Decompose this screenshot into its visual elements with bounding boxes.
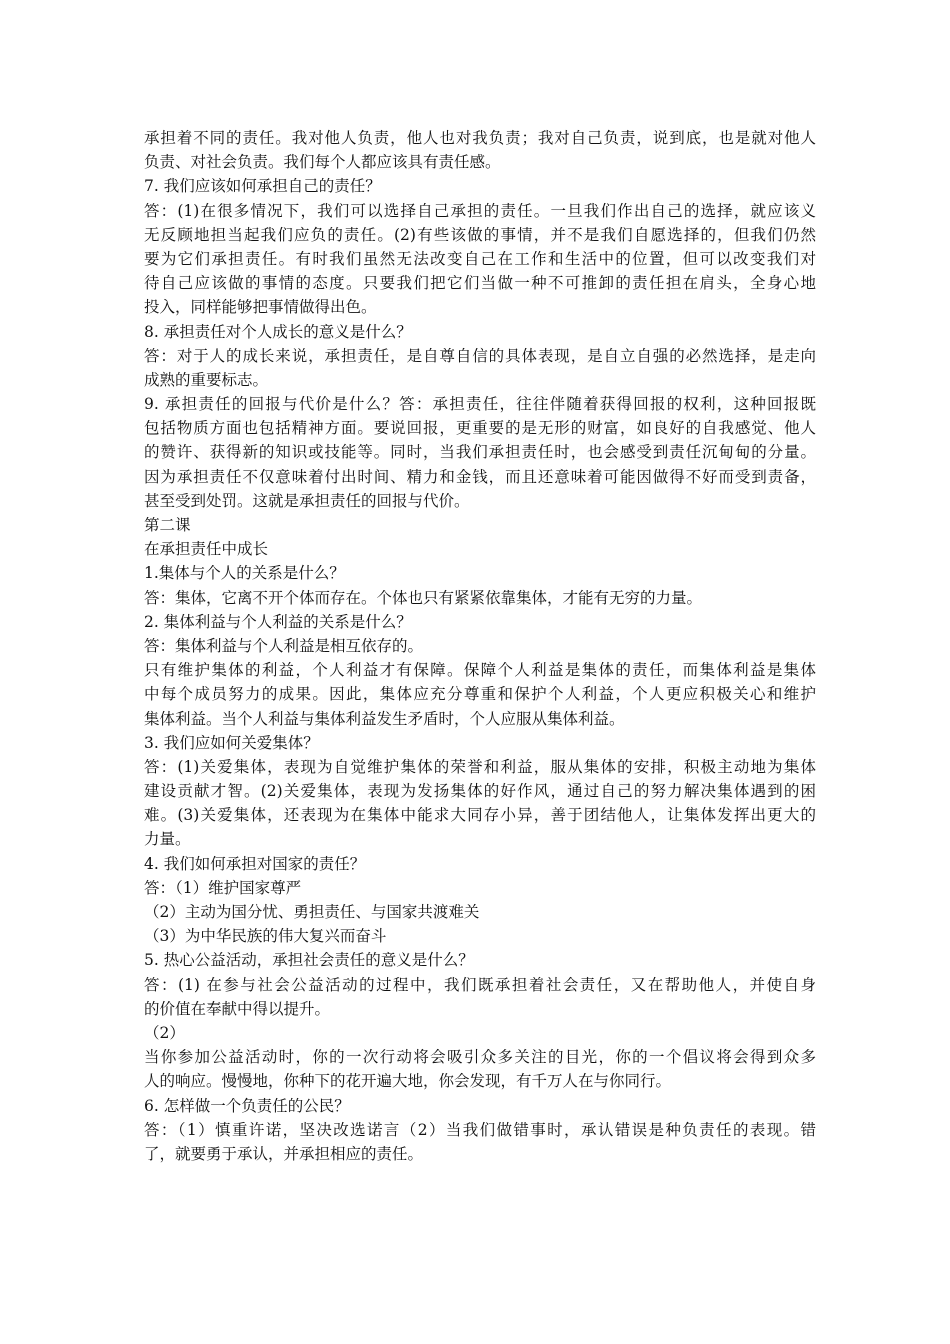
- text-line: 答：（1）维护国家尊严: [144, 878, 302, 897]
- text-line: 答：集体利益与个人利益是相互依存的。: [144, 636, 424, 655]
- text-line: 力量。: [144, 830, 191, 849]
- text-line: 人的响应。慢慢地，你种下的花开遍大地，你会发现，有千万人在与你同行。: [144, 1072, 672, 1091]
- text-line: （3）为中华民族的伟大复兴而奋斗: [144, 927, 387, 946]
- text-line: 负责、对社会负责。我们每个人都应该具有责任感。: [144, 153, 501, 172]
- text-line: 无反顾地担当起我们应负的责任。(2)有些该做的事情，并不是我们自愿选择的，但我们仍然: [144, 225, 816, 244]
- text-line: 待自己应该做的事情的态度。只要我们把它们当做一种不可推卸的责任担在肩头，全身心地: [144, 274, 816, 293]
- text-line: 答：(1)关爱集体，表现为自觉维护集体的荣誉和利益，服从集体的安排，积极主动地为集体: [144, 757, 816, 776]
- text-line: 要为它们承担责任。有时我们虽然无法改变自己在工作和生活中的位置，但可以改变我们对: [144, 249, 816, 268]
- text-line: 承担着不同的责任。我对他人负责，他人也对我负责；我对自己负责，说到底，也是就对他人: [144, 129, 816, 147]
- text-line: 的价值在奉献中得以提升。: [144, 999, 331, 1018]
- text-line: 8. 承担责任对个人成长的意义是什么？: [144, 322, 412, 341]
- text-line: （2）: [144, 1023, 185, 1042]
- text-line: 了，就要勇于承认，并承担相应的责任。: [144, 1144, 424, 1163]
- text-line: 甚至受到处罚。这就是承担责任的回报与代价。: [144, 491, 470, 510]
- text-line: 第二课: [144, 516, 191, 534]
- text-line: 答：集体，它离不开个体而存在。个体也只有紧紧依靠集体，才能有无穷的力量。: [144, 588, 703, 607]
- text-line: 的赞许、获得新的知识或技能等。同时，当我们承担责任时，也会感受到责任沉甸甸的分量。: [144, 443, 816, 462]
- text-line: 集体利益。当个人利益与集体利益发生矛盾时，个人应服从集体利益。: [144, 709, 625, 728]
- document-page: [144, 126, 816, 1166]
- text-line: 1.集体与个人的关系是什么？: [144, 564, 345, 583]
- text-line: 只有维护集体的利益，个人利益才有保障。保障个人利益是集体的责任，而集体利益是集体: [144, 661, 816, 680]
- text-line: 2. 集体利益与个人利益的关系是什么？: [144, 612, 412, 631]
- text-line: 成熟的重要标志。: [144, 370, 269, 389]
- text-line: 当你参加公益活动时，你的一次行动将会吸引众多关注的目光，你的一个倡议将会得到众多: [144, 1048, 816, 1067]
- text-line: 答：(1)在很多情况下，我们可以选择自己承担的责任。一旦我们作出自己的选择，就应该义: [144, 201, 816, 220]
- text-body: [144, 126, 816, 1166]
- text-line: 因为承担责任不仅意味着付出时间、精力和金钱，而且还意味着可能因做得不好而受到责备，: [144, 467, 816, 486]
- text-line: （2）主动为国分忧、勇担责任、与国家共渡难关: [144, 903, 480, 921]
- text-line: 答：（1）慎重许诺，坚决改选诺言（2）当我们做错事时，承认错误是种负责任的表现。错: [144, 1120, 816, 1139]
- text-line: 在承担责任中成长: [144, 540, 269, 559]
- text-line: 5. 热心公益活动，承担社会责任的意义是什么？: [144, 951, 474, 970]
- text-line: 答：(1) 在参与社会公益活动的过程中，我们既承担着社会责任，又在帮助他人，并使自身: [144, 975, 816, 994]
- text-line: 7. 我们应该如何承担自己的责任？: [144, 177, 381, 196]
- text-line: 6. 怎样做一个负责任的公民？: [144, 1096, 350, 1115]
- text-line: 建设贡献才智。(2)关爱集体，表现为发扬集体的好作风，通过自己的努力解决集体遇到的困: [144, 782, 816, 801]
- text-line: 答：对于人的成长来说，承担责任，是自尊自信的具体表现，是自立自强的必然选择，是走向: [144, 346, 816, 365]
- text-line: 投入，同样能够把事情做得出色。: [144, 298, 377, 317]
- text-line: 难。(3)关爱集体，还表现为在集体中能求大同存小异，善于团结他人，让集体发挥出更大的: [144, 806, 816, 825]
- text-line: 4. 我们如何承担对国家的责任？: [144, 854, 366, 873]
- text-line: 3. 我们应如何关爱集体？: [144, 733, 319, 752]
- text-line: 包括物质方面也包括精神方面。要说回报，更重要的是无形的财富，如良好的自我感觉、他人: [144, 419, 816, 438]
- text-line: 9. 承担责任的回报与代价是什么？答：承担责任，往往伴随着获得回报的权利，这种回报既: [144, 395, 816, 414]
- text-line: 中每个成员努力的成果。因此，集体应充分尊重和保护个人利益，个人更应积极关心和维护: [144, 685, 816, 704]
